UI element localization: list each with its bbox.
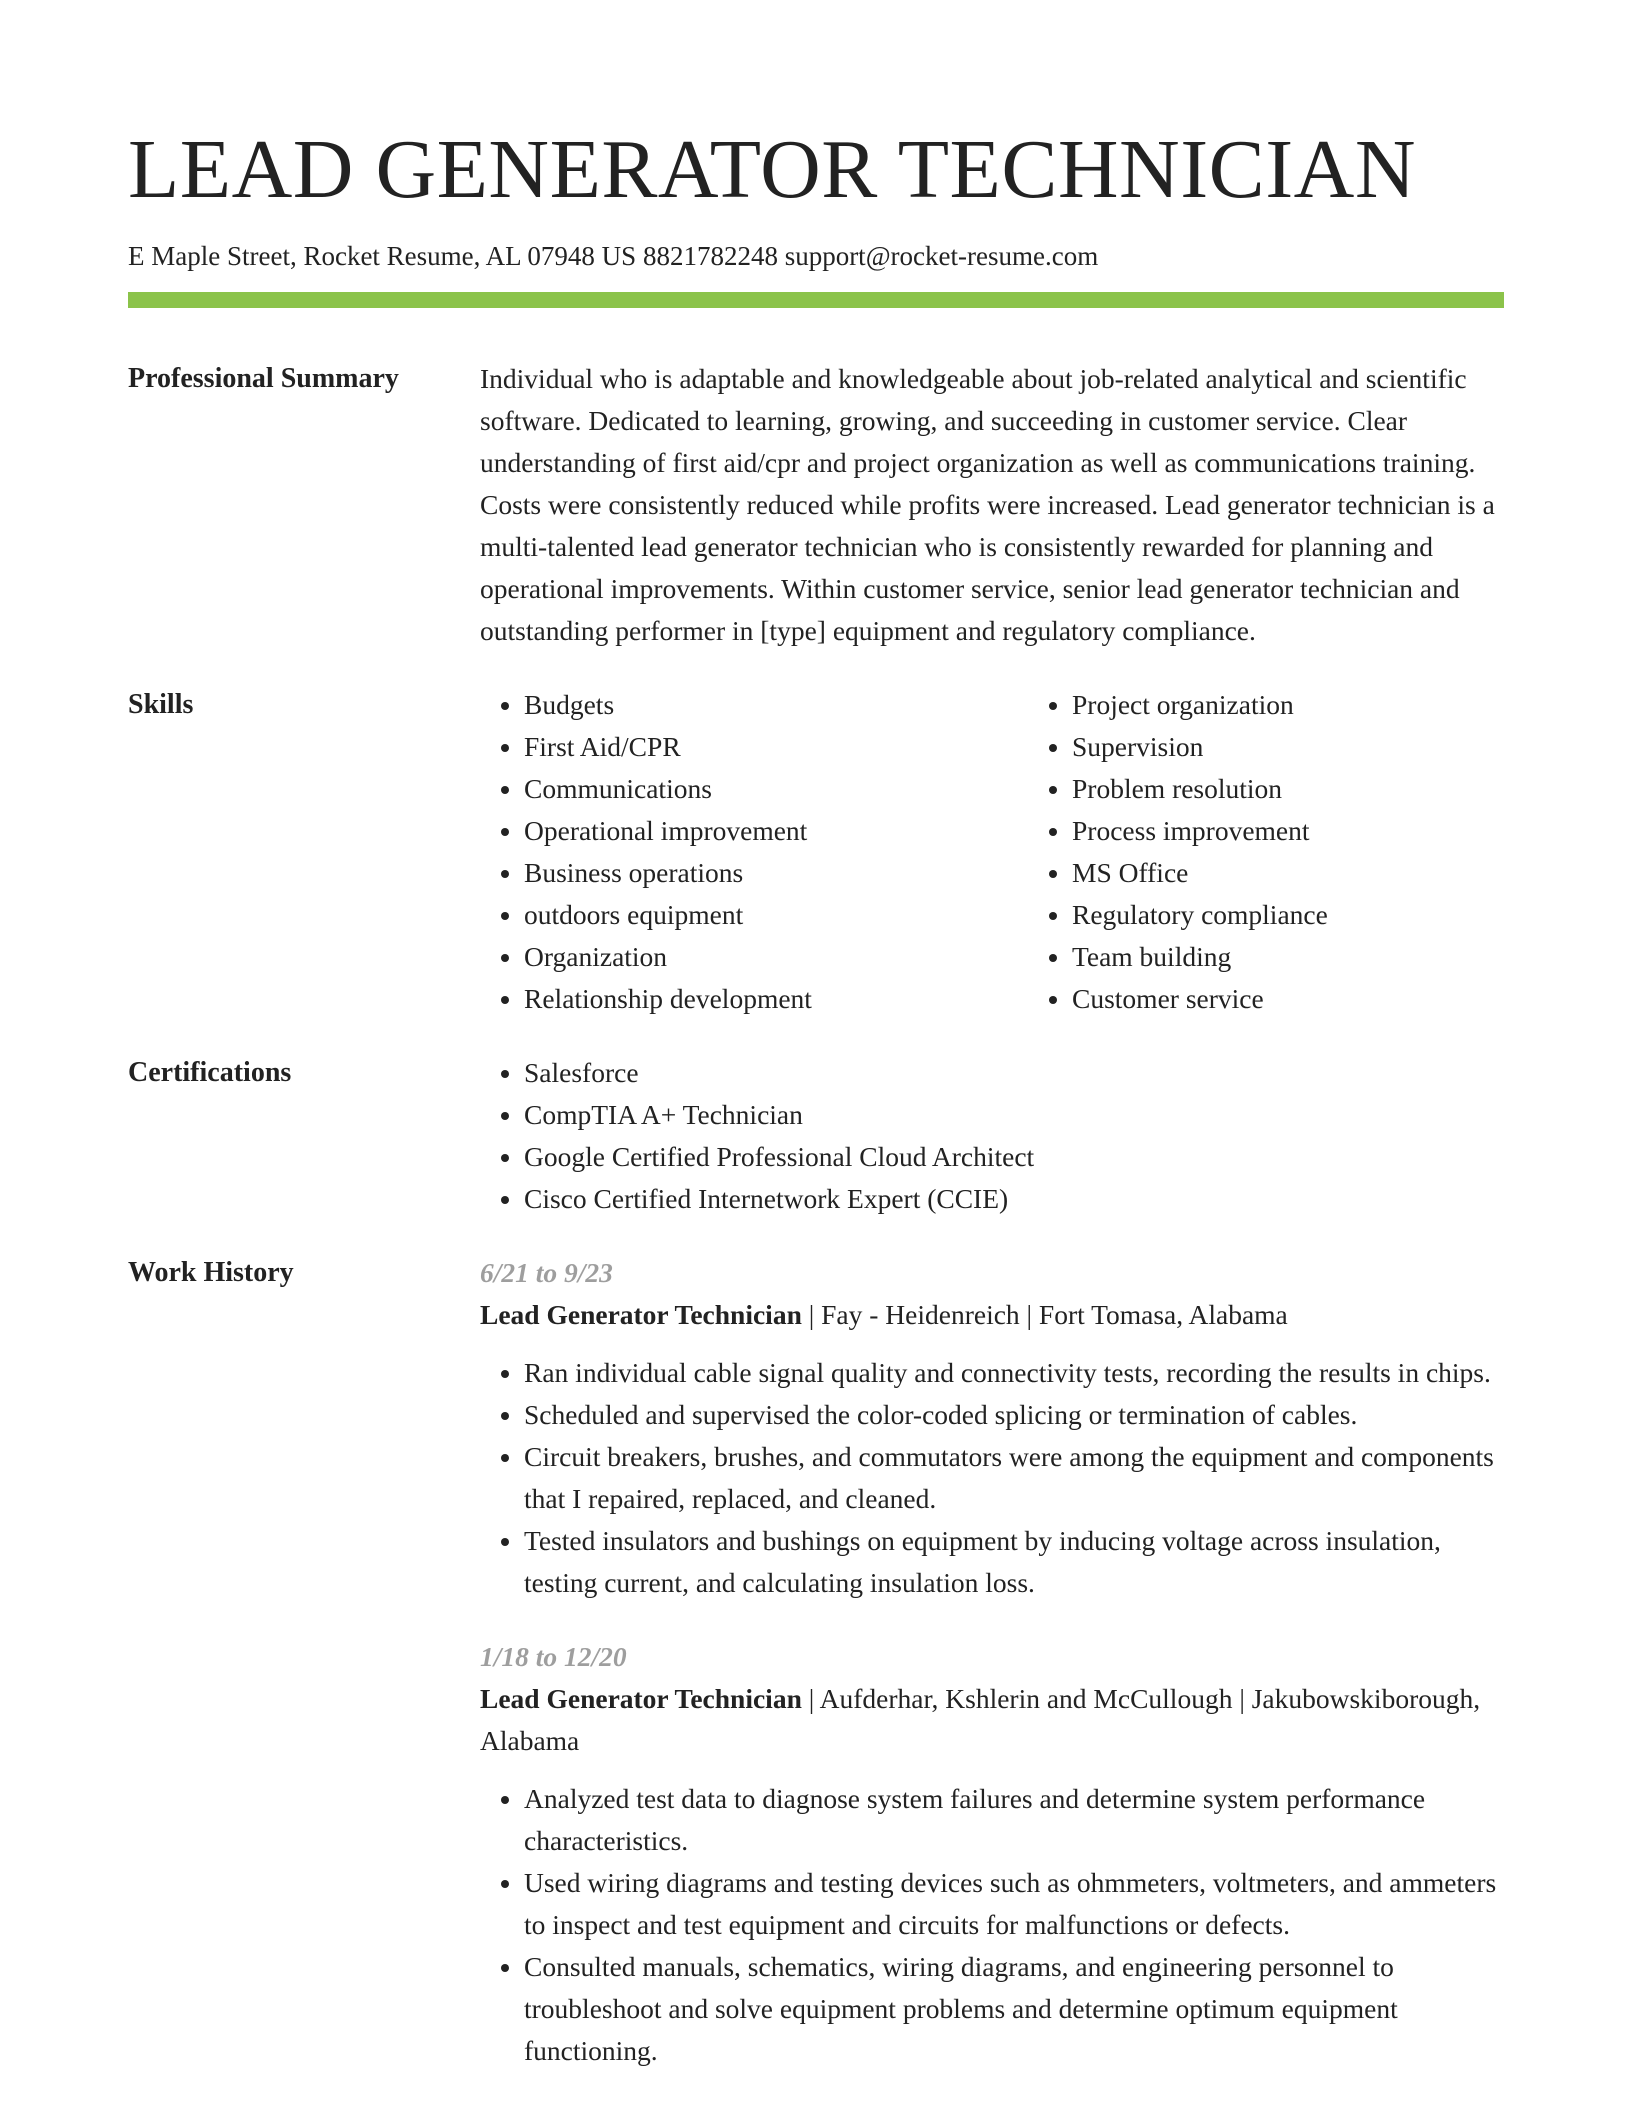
skill-item: • Team building	[1072, 936, 1576, 978]
skill-item: • outdoors equipment	[524, 894, 1028, 936]
job-bullet: • Circuit breakers, brushes, and commutators were among the equipment and components that I repaired, replaced, and cleaned.	[524, 1436, 1504, 1520]
job-entry	[480, 1252, 1504, 1604]
job-bullet: • Tested insulators and bushings on equipment by inducing voltage across insulation, testing current, and calculating insulation loss.	[524, 1520, 1504, 1604]
job-bullet: • Used wiring diagrams and testing devices such as ohmmeters, voltmeters, and ammeters to inspect and test equipment and circuits for malfunctions or defects.	[524, 1862, 1504, 1946]
job-title: Lead Generator Technician	[480, 1299, 802, 1330]
section-body	[480, 1252, 1504, 2072]
resume-name-heading: LEAD GENERATOR TECHNICIAN	[128, 123, 1417, 216]
skill-item: • Business operations	[524, 852, 1028, 894]
skill-item: • Operational improvement	[524, 810, 1028, 852]
section-label: Certifications	[128, 1057, 292, 1088]
skill-item: • Communications	[524, 768, 1028, 810]
job-bullet: • Consulted manuals, schematics, wiring diagrams, and engineering personnel to troubleshoot and solve equipment problems and determine optimum equipment functioning.	[524, 1946, 1504, 2072]
certification-item: • Google Certified Professional Cloud Architect	[524, 1136, 1504, 1178]
certification-item: • Cisco Certified Internetwork Expert (CCIE)	[524, 1178, 1504, 1220]
skills-columns	[480, 684, 1504, 1020]
job-title-line	[480, 1678, 1504, 1762]
skill-item: • Regulatory compliance	[1072, 894, 1576, 936]
skill-item: • Project organization	[1072, 684, 1576, 726]
contact-address: E Maple Street, Rocket Resume, AL 07948 US	[128, 241, 637, 271]
section-label: Professional Summary	[128, 363, 399, 394]
certification-item: • Salesforce	[524, 1052, 1504, 1094]
skill-item: • Supervision	[1072, 726, 1576, 768]
job-employer-location: | Aufderhar, Kshlerin and McCullough | Jakubowskiborough, Alabama	[480, 1683, 1481, 1756]
job-entry	[480, 1636, 1504, 2072]
skill-item: • MS Office	[1072, 852, 1576, 894]
section-skills	[128, 684, 1504, 1020]
skill-item: • Budgets	[524, 684, 1028, 726]
contact-line	[128, 240, 1504, 272]
section-label: Skills	[128, 689, 194, 720]
skill-item: • Problem resolution	[1072, 768, 1576, 810]
job-title-line	[480, 1294, 1504, 1336]
accent-divider	[128, 292, 1504, 308]
job-bullet: • Ran individual cable signal quality and connectivity tests, recording the results in chips.	[524, 1352, 1504, 1394]
skill-item: • Process improvement	[1072, 810, 1576, 852]
skills-list-column-1	[480, 684, 1028, 1020]
section-work-history	[128, 1252, 1504, 2072]
section-label: Work History	[128, 1257, 294, 1288]
skills-list-column-2	[1028, 684, 1576, 1020]
resume-page	[128, 0, 1504, 2072]
section-body	[480, 1052, 1504, 1220]
section-body	[480, 684, 1504, 1020]
job-dates: 1/18 to 12/20	[480, 1641, 627, 1672]
job-bullet: • Analyzed test data to diagnose system failures and determine system performance characteristics.	[524, 1778, 1504, 1862]
skill-item: • Customer service	[1072, 978, 1576, 1020]
contact-phone: 8821782248	[642, 241, 778, 271]
job-bullet-list	[480, 1352, 1504, 1604]
section-professional-summary	[128, 358, 1504, 652]
job-bullet: • Scheduled and supervised the color-coded splicing or termination of cables.	[524, 1394, 1504, 1436]
certifications-list	[480, 1052, 1504, 1220]
skill-item: • Relationship development	[524, 978, 1028, 1020]
job-employer-location: | Fay - Heidenreich | Fort Tomasa, Alabama	[808, 1299, 1288, 1330]
skill-item: • First Aid/CPR	[524, 726, 1028, 768]
skill-item: • Organization	[524, 936, 1028, 978]
job-title: Lead Generator Technician	[480, 1683, 802, 1714]
job-dates: 6/21 to 9/23	[480, 1257, 613, 1288]
certification-item: • CompTIA A+ Technician	[524, 1094, 1504, 1136]
job-bullet-list	[480, 1778, 1504, 2072]
section-certifications	[128, 1052, 1504, 1220]
summary-text: Individual who is adaptable and knowledgeable about job-related analytical and scientific software. Dedicated to learning, growing, and succeeding in customer service. Clear understanding of first aid/cpr and project organization as well as communications training. Costs were consistently reduced while profits were increased. Lead generator technician is a multi-talented lead generator technician who is consistently rewarded for planning and operational improvements. Within customer service, senior lead generator technician and outstanding performer in [type] equipment and regulatory compliance.	[480, 363, 1495, 646]
section-body	[480, 358, 1504, 652]
contact-email: support@rocket-resume.com	[784, 241, 1099, 271]
